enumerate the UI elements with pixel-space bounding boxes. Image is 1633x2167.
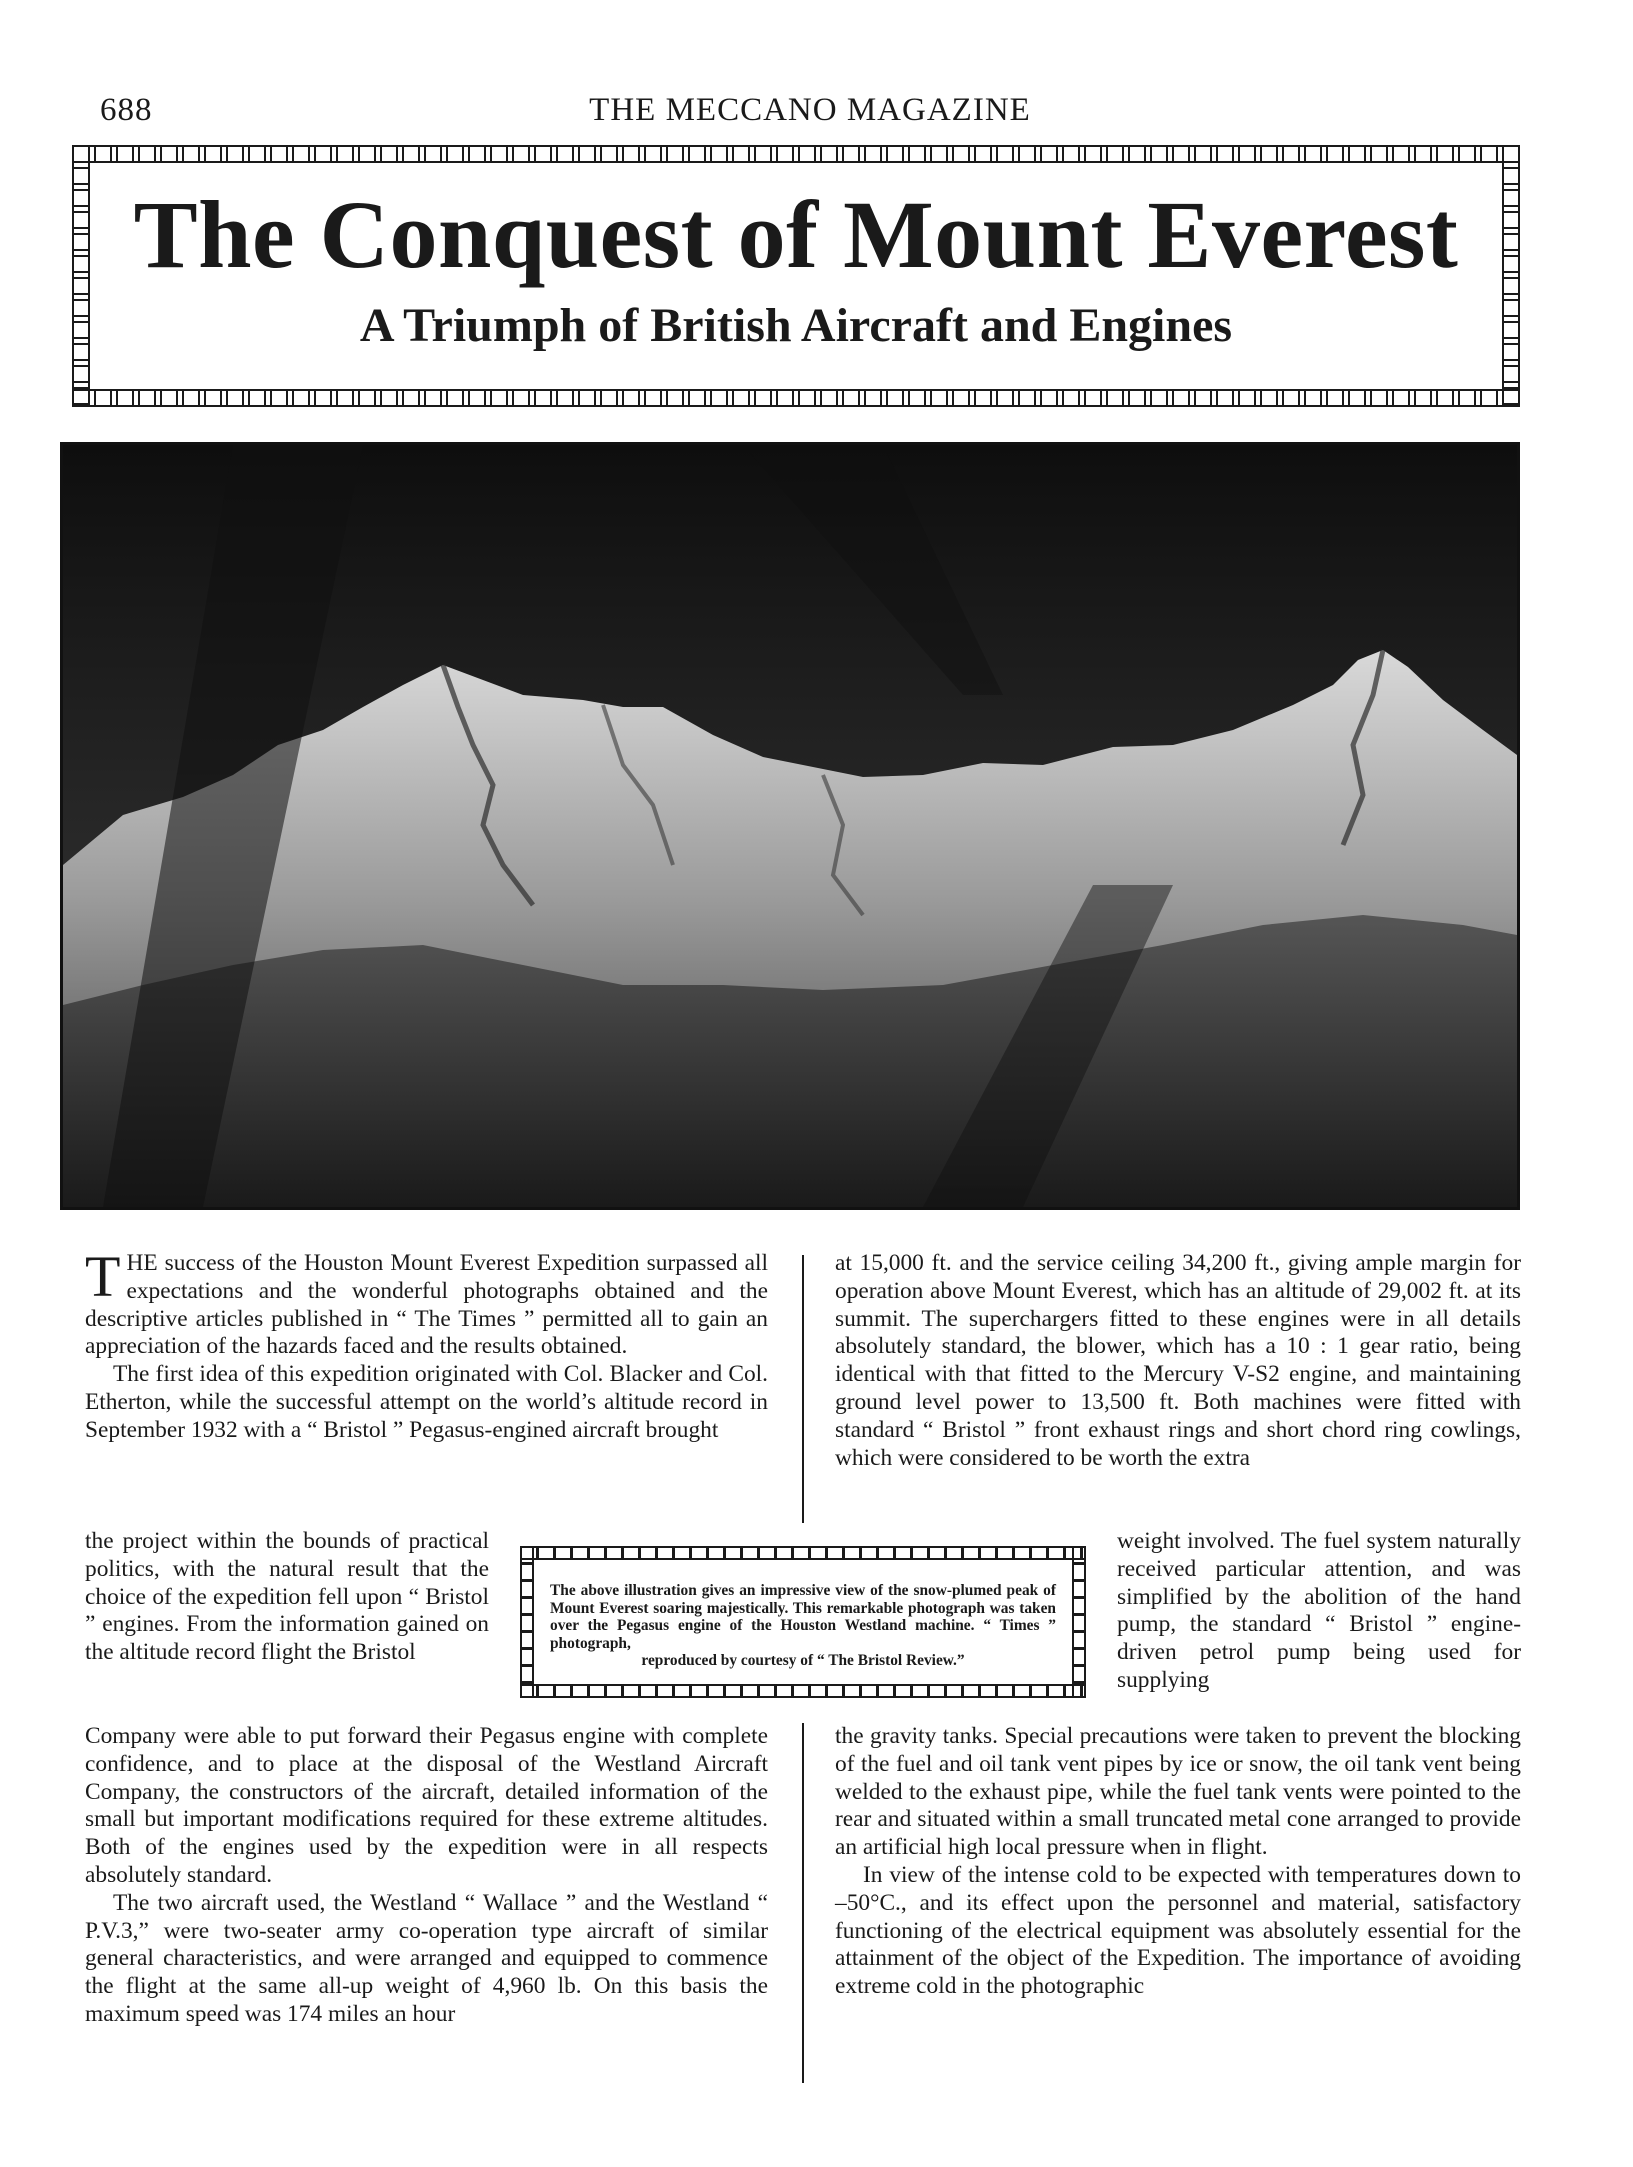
everest-photograph <box>60 442 1520 1210</box>
right-column-narrow <box>1117 1528 1521 1695</box>
paragraph-origin-narrow: the project within the bounds of practical politics, with the natural result that the choice of the expedition fell upon “ Bristol ” engines. From the information gained on the altitude record flight the Bristol <box>85 1528 489 1666</box>
caption-border-top <box>520 1546 1086 1560</box>
paragraph-cold: In view of the intense cold to be expected with temperatures down to –50°C., and its effect upon the personnel and material, satisfactory functioning of the electrical equipment was absolutely essential for the attainment of the object of the Expedition. The importance of avoiding extreme cold in the photographic <box>835 1861 1521 2000</box>
column-rule-top <box>802 1255 804 1523</box>
paragraph-ceiling-top: at 15,000 ft. and the service ceiling 34,200 ft., giving ample margin for operation above Mount Everest, which has an altitude of 29,002 ft. at its summit. The superchargers fitted to these engines were in all details absolutely standard, the blower, which has a 10 : 1 gear ratio, being identical with that fitted to the Mercury V-S2 engine, and maintaining ground level power to 13,500 ft. Both machines were fitted with standard “ Bristol ” front exhaust rings and short chord ring cowlings, which were considered to be worth the extra <box>835 1250 1521 1471</box>
magazine-title: THE MECCANO MAGAZINE <box>589 92 1031 128</box>
left-column-narrow <box>85 1528 489 1667</box>
title-border-top <box>72 145 1520 163</box>
paragraph-origin-top: The first idea of this expedition originated with Col. Blacker and Col. Etherton, while the successful attempt on the world’s altitude record in September 1932 with a “ Bristol ” Pegasus-engined aircraft brought <box>85 1361 768 1443</box>
title-border-bottom <box>72 389 1520 407</box>
page-number: 688 <box>100 92 153 128</box>
caption-border-right <box>1072 1546 1086 1698</box>
paragraph-fuel-narrow: weight involved. The fuel system naturally received particular attention, and was simplified by the abolition of the hand pump, the standard “ Bristol ” engine-driven petrol pump being used for supplying <box>1117 1528 1521 1693</box>
photo-caption-box <box>520 1546 1086 1698</box>
mountain-photo-illustration <box>63 445 1517 1207</box>
right-column-bottom <box>835 1723 1521 2001</box>
title-border-right <box>1502 145 1520 407</box>
article-title: The Conquest of Mount Everest <box>133 181 1459 288</box>
caption-credit: reproduced by courtesy of “ The Bristol Review.” <box>641 1652 965 1669</box>
title-border-left <box>72 145 90 407</box>
caption-border-left <box>520 1546 534 1698</box>
column-rule-bottom <box>802 1723 804 2083</box>
paragraph-aircraft: The two aircraft used, the Westland “ Wallace ” and the Westland “ P.V.3,” were two-seater army co-operation type aircraft of similar general characteristics, and were arranged and equipped to commence the flight at the same all-up weight of 4,960 lb. On this basis the maximum speed was 174 miles an hour <box>85 1889 768 2027</box>
paragraph-origin-bottom: Company were able to put forward their Pegasus engine with complete confidence, and to place at the disposal of the Westland Aircraft Company, the constructors of the aircraft, detailed information of the small but important modifications required for these extreme altitudes. Both of the engines used by the expedition were in all respects absolutely standard. <box>85 1723 768 1888</box>
article-subtitle: A Triumph of British Aircraft and Engines <box>359 299 1233 352</box>
right-column-top <box>835 1250 1521 1472</box>
paragraph-fuel-bottom: the gravity tanks. Special precautions were taken to prevent the blocking of the fuel and oil tank vent pipes by ice or snow, the oil tank vent being welded to the exhaust pipe, while the fuel tank vents were pointed to the rear and situated within a small truncated metal cone arranged to provide an artificial high local pressure when in flight. <box>835 1723 1521 1861</box>
photo-caption <box>550 1582 1056 1670</box>
paragraph-intro-text: HE success of the Houston Mount Everest Expedition surpassed all expectations and the wonderful photographs obtained and the descriptive articles published in “ The Times ” permitted all to gain an appreciation of the hazards faced and the results obtained. <box>85 1250 768 1360</box>
caption-border-bottom <box>520 1684 1086 1698</box>
paragraph-intro <box>85 1244 768 1361</box>
drop-cap: T <box>85 1244 121 1309</box>
title-box <box>72 145 1520 407</box>
left-column-top <box>85 1244 768 1445</box>
caption-body: The above illustration gives an impressive view of the snow-plumed peak of Mount Everest soaring majestically. This remarkable photograph was taken over the Pegasus engine of the Houston Westland machine. “ Times ” photograph, <box>550 1582 1056 1652</box>
left-column-bottom <box>85 1723 768 2029</box>
